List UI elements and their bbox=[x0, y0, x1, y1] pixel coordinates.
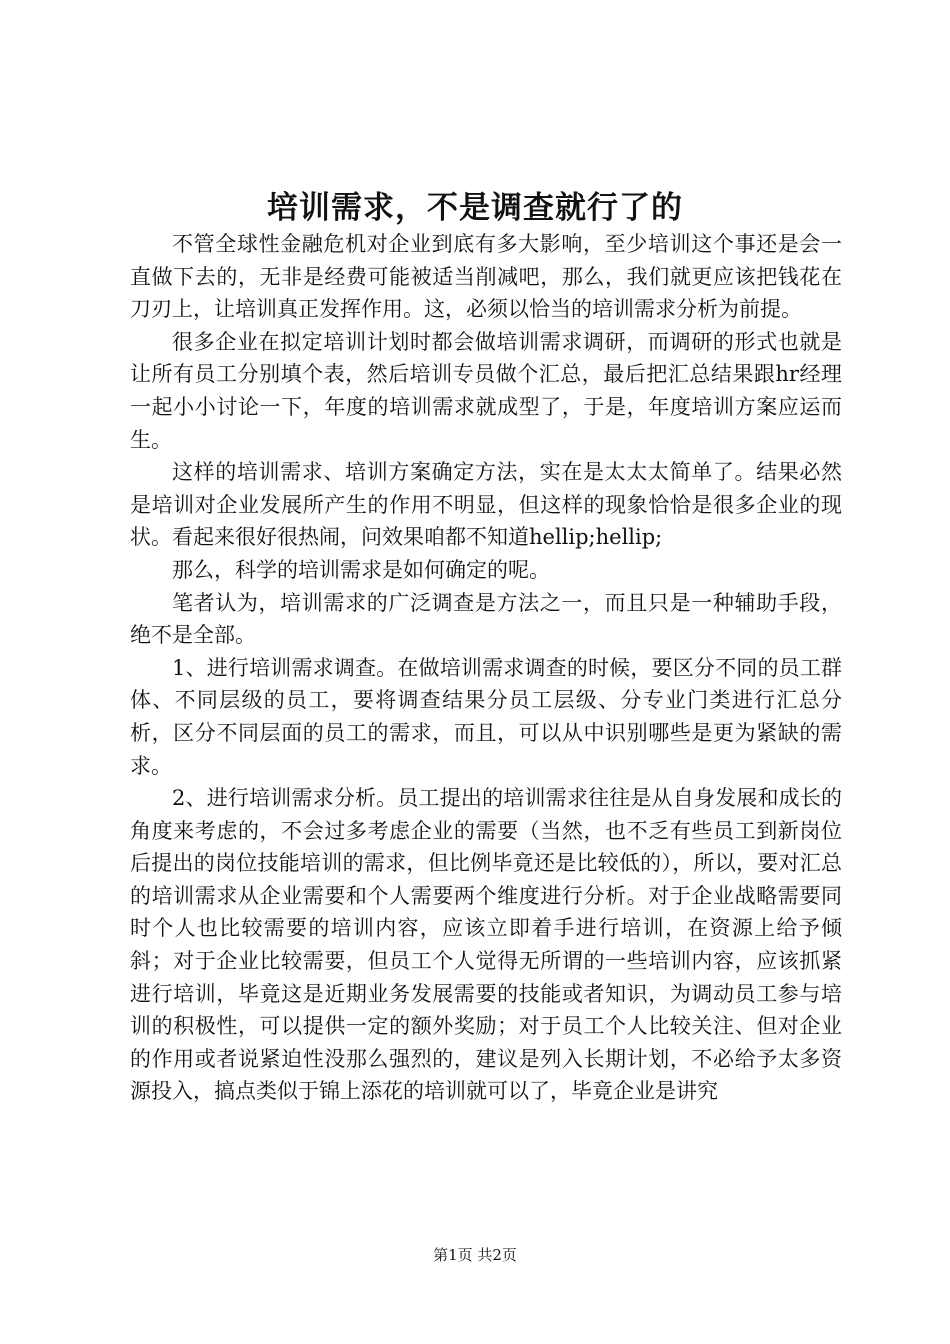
paragraph: 不管全球性金融危机对企业到底有多大影响，至少培训这个事还是会一直做下去的，无非是经费可能被适当削减吧，那么，我们就更应该把钱花在刀刃上，让培训真正发挥作用。这，必须以恰当的培训需求分析为前提。 bbox=[130, 232, 842, 322]
document-body bbox=[130, 228, 842, 1108]
paragraph: 那么，科学的培训需求是如何确定的呢。 bbox=[172, 557, 550, 582]
page-number-footer: 第1页 共2页 bbox=[433, 1246, 517, 1264]
paragraph: 2、进行培训需求分析。员工提出的培训需求往往是从自身发展和成长的角度来考虑的，不会过多考虑企业的需要（当然，也不乏有些员工到新岗位后提出的岗位技能培训的需求，但比例毕竟还是比较低的），所以，要对汇总的培训需求从企业需要和个人需要两个维度进行分析。对于企业战略需要同时个人也比较需要的培训内容，应该立即着手进行培训，在资源上给予倾斜；对于企业比较需要，但员工个人觉得无所谓的一些培训内容，应该抓紧进行培训，毕竟这是近期业务发展需要的技能或者知识，为调动员工参与培训的积极性，可以提供一定的额外奖励；对于员工个人比较关注、但对企业的作用或者说紧迫性没那么强烈的，建议是列入长期计划，不必给予太多资源投入，搞点类似于锦上添花的培训就可以了，毕竟企业是讲究 bbox=[130, 786, 842, 1104]
paragraph: 1、进行培训需求调查。在做培训需求调查的时候，要区分不同的员工群体、不同层级的员工，要将调查结果分员工层级、分专业门类进行汇总分析，区分不同层面的员工的需求，而且，可以从中识别哪些是更为紧缺的需求。 bbox=[130, 655, 842, 778]
paragraph: 笔者认为，培训需求的广泛调查是方法之一，而且只是一种辅助手段，绝不是全部。 bbox=[130, 590, 842, 648]
paragraph: 这样的培训需求、培训方案确定方法，实在是太太太简单了。结果必然是培训对企业发展所产生的作用不明显，但这样的现象恰恰是很多企业的现状。看起来很好很热闹，问效果咱都不知道hellip;hellip; bbox=[130, 460, 842, 550]
document-title: 培训需求，不是调查就行了的 bbox=[267, 190, 683, 226]
paragraph: 很多企业在拟定培训计划时都会做培训需求调研，而调研的形式也就是让所有员工分别填个表，然后培训专员做个汇总，最后把汇总结果跟hr经理一起小小讨论一下，年度的培训需求就成型了，于是，年度培训方案应运而生。 bbox=[130, 329, 842, 452]
